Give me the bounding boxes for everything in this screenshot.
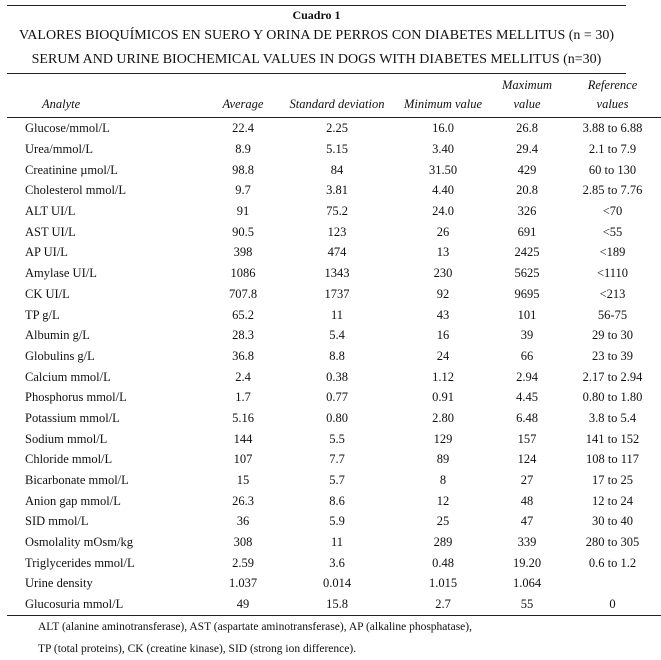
cell-analyte: Calcium mmol/L [25,369,111,384]
cell-max: 2.94 [516,369,538,384]
cell-max: 39 [520,328,534,343]
cell-analyte: Globulins g/L [25,348,95,363]
table-row [7,263,661,284]
cell-analyte: Anion gap mmol/L [25,493,121,508]
header-min: Minimum value [403,97,483,111]
cell-min: 13 [436,245,450,260]
cell-max: 326 [517,204,537,219]
cell-sd: 8.8 [329,348,345,363]
table-row [7,159,661,180]
header-average: Average [222,97,264,111]
cell-reference: 17 to 25 [592,473,633,488]
cell-min: 129 [433,431,453,446]
cell-reference: <55 [602,224,623,239]
cell-max: 29.4 [516,142,538,157]
header-ref-line1: Reference [587,78,638,92]
cell-min: 2.7 [435,597,451,612]
cell-max: 2425 [514,245,540,260]
cell-average: 90.5 [232,224,254,239]
cell-average: 1086 [230,266,256,281]
cell-max: 101 [517,307,537,322]
cell-reference: 2.1 to 7.9 [588,142,637,157]
table-row [7,201,661,222]
cell-reference: <213 [599,286,626,301]
table-row [7,428,661,449]
cell-max: 27 [520,473,534,488]
header-analyte: Analyte [42,97,81,111]
table-row [7,242,661,263]
table-row [7,366,661,387]
cell-average: 9.7 [235,183,251,198]
cell-sd: 3.81 [326,183,348,198]
table-row [7,139,661,160]
cell-sd: 11 [330,535,344,550]
cell-max: 19.20 [512,555,542,570]
cell-analyte: Glucose/mmol/L [25,121,110,136]
cell-reference: 2.85 to 7.76 [582,183,643,198]
table-row [7,490,661,511]
cell-max: 66 [520,348,534,363]
cell-analyte: Glucosuria mmol/L [25,597,124,612]
table-row [7,573,661,594]
cell-max: 6.48 [516,410,538,425]
cell-sd: 2.25 [326,121,348,136]
cell-average: 28.3 [232,328,254,343]
cell-reference: 12 to 24 [592,493,633,508]
cell-analyte: AP UI/L [25,245,68,260]
cell-reference: 108 to 117 [585,452,639,467]
cell-min: 230 [433,266,453,281]
title-english: SERUM AND URINE BIOCHEMICAL VALUES IN DOGS WITH DIABETES MELLITUS (n=30) [31,52,602,67]
cell-min: 12 [436,493,450,508]
cell-max: 5625 [514,266,540,281]
cell-min: 0.91 [432,390,454,405]
table-row [7,118,661,139]
cell-sd: 5.4 [329,328,345,343]
cell-max: 429 [517,162,537,177]
footnote-1: ALT (alanine aminotransferase), AST (aspartate aminotransferase), AP (alkaline phosphatase), [38,620,472,633]
cell-max: 691 [517,224,537,239]
table-row [7,304,661,325]
cell-reference: 2.17 to 2.94 [582,369,643,384]
cell-average: 398 [233,245,253,260]
header-sd: Standard deviation [289,97,385,111]
table-row [7,387,661,408]
cell-sd: 474 [327,245,347,260]
table-row [7,552,661,573]
cell-reference: 280 to 305 [585,535,640,550]
cell-min: 8 [439,473,447,488]
cell-min: 4.40 [432,183,454,198]
cell-analyte: Potassium mmol/L [25,410,120,425]
cell-reference: 141 to 152 [585,431,640,446]
header-max [490,74,564,118]
cell-sd: 5.7 [329,473,345,488]
cell-analyte: Amylase UI/L [25,266,97,281]
cell-min: 1.12 [432,369,454,384]
cell-analyte: Chloride mmol/L [25,452,113,467]
cell-reference: 3.8 to 5.4 [588,410,637,425]
table-row [7,470,661,491]
table-row [7,284,661,305]
cell-analyte: Urea/mmol/L [25,142,94,157]
cell-analyte: Bicarbonate mmol/L [25,473,129,488]
cell-reference: 0.80 to 1.80 [582,390,643,405]
cell-analyte: Sodium mmol/L [25,431,108,446]
cell-sd: 123 [327,224,347,239]
cell-min: 43 [436,307,450,322]
table-caption: Cuadro 1 [292,8,341,22]
cell-average: 2.4 [235,369,251,384]
cell-average: 8.9 [235,142,251,157]
cell-average: 144 [233,431,253,446]
table-row [7,408,661,429]
cell-reference: 60 to 130 [588,162,637,177]
cell-analyte: Triglycerides mmol/L [25,555,135,570]
title-spanish: VALORES BIOQUÍMICOS EN SUERO Y ORINA DE PERROS CON DIABETES MELLITUS (n = 30) [18,28,614,43]
cell-average: 2.59 [232,555,254,570]
cell-reference: 56-75 [597,307,628,322]
cell-reference: <70 [602,204,623,219]
cell-average: 36.8 [232,348,254,363]
cell-average: 22.4 [232,121,254,136]
cell-analyte: CK UI/L [25,286,70,301]
table-row [7,532,661,553]
cell-average: 1.7 [235,390,251,405]
cell-average: 1.037 [228,576,258,591]
table-row [7,511,661,532]
cell-sd: 0.80 [326,410,348,425]
cell-analyte: Albumin g/L [25,328,90,343]
cell-average: 65.2 [232,307,254,322]
cell-analyte: ALT UI/L [25,204,76,219]
cell-reference: <1110 [596,266,629,281]
cell-sd: 84 [330,162,344,177]
cell-average: 98.8 [232,162,254,177]
cell-average: 707.8 [228,286,258,301]
cell-min: 3.40 [432,142,454,157]
cell-min: 2.80 [432,410,454,425]
cell-min: 24.0 [432,204,454,219]
cell-sd: 5.15 [326,142,348,157]
table-row [7,180,661,201]
cell-sd: 3.6 [329,555,345,570]
cell-sd: 5.5 [329,431,345,446]
cell-min: 16.0 [432,121,454,136]
cell-analyte: Cholesterol mmol/L [25,183,127,198]
cell-average: 91 [236,204,250,219]
cell-max: 1.064 [512,576,542,591]
cell-average: 36 [236,514,250,529]
cell-sd: 0.014 [322,576,352,591]
cell-reference: 29 to 30 [592,328,633,343]
cell-max: 4.45 [516,390,538,405]
cell-max: 124 [517,452,537,467]
document [7,0,643,660]
cell-max: 9695 [514,286,540,301]
header-row [7,74,661,118]
header-max-line2: value [513,97,541,111]
cell-reference: 30 to 40 [592,514,633,529]
cell-sd: 1737 [324,286,350,301]
cell-analyte: Phosphorus mmol/L [25,390,127,405]
cell-min: 92 [436,286,450,301]
cell-average: 107 [233,452,253,467]
footnote-2: TP (total proteins), CK (creatine kinase), SID (strong ion difference). [38,642,357,655]
cell-analyte: SID mmol/L [25,514,89,529]
cell-min: 289 [433,535,453,550]
table-row [7,449,661,470]
cell-min: 25 [436,514,450,529]
cell-max: 48 [520,493,534,508]
cell-analyte: Osmolality mOsm/kg [25,535,133,550]
cell-sd: 0.38 [326,369,348,384]
cell-analyte: AST UI/L [25,224,76,239]
cell-max: 26.8 [516,121,538,136]
cell-reference: <189 [599,245,626,260]
cell-min: 26 [436,224,450,239]
header-ref-line2: values [596,97,629,111]
cell-sd: 7.7 [329,452,345,467]
cell-max: 20.8 [516,183,538,198]
cell-reference [564,573,661,594]
table-row [7,221,661,242]
table-row [7,346,661,367]
cell-max: 339 [517,535,537,550]
cell-min: 89 [436,452,450,467]
table-row [7,594,661,615]
cell-max: 157 [517,431,537,446]
cell-reference: 3.88 to 6.88 [582,121,643,136]
table-row [7,325,661,346]
cell-sd: 0.77 [326,390,348,405]
cell-reference: 0.6 to 1.2 [588,555,637,570]
cell-average: 308 [233,535,253,550]
cell-average: 26.3 [232,493,254,508]
cell-average: 15 [236,473,250,488]
cell-min: 16 [436,328,450,343]
cell-min: 24 [436,348,450,363]
cell-sd: 8.6 [329,493,345,508]
cell-max: 47 [520,514,534,529]
header-reference [564,74,661,118]
cell-min: 0.48 [432,555,454,570]
header-max-line1: Maximum [502,78,552,92]
biochemical-values-table [7,74,661,616]
cell-sd: 5.9 [329,514,345,529]
cell-reference: 0 [609,597,616,612]
cell-average: 5.16 [232,410,254,425]
cell-max: 55 [520,597,534,612]
cell-min: 1.015 [428,576,458,591]
cell-average: 49 [236,597,250,612]
cell-sd: 15.8 [326,597,348,612]
cell-min: 31.50 [428,162,458,177]
cell-analyte: Urine density [25,576,93,591]
cell-sd: 11 [330,307,344,322]
cell-sd: 1343 [324,266,350,281]
cell-analyte: Creatinine µmol/L [25,162,118,177]
cell-reference: 23 to 39 [592,348,633,363]
top-rule [7,5,626,6]
cell-sd: 75.2 [326,204,348,219]
cell-analyte: TP g/L [25,307,60,322]
